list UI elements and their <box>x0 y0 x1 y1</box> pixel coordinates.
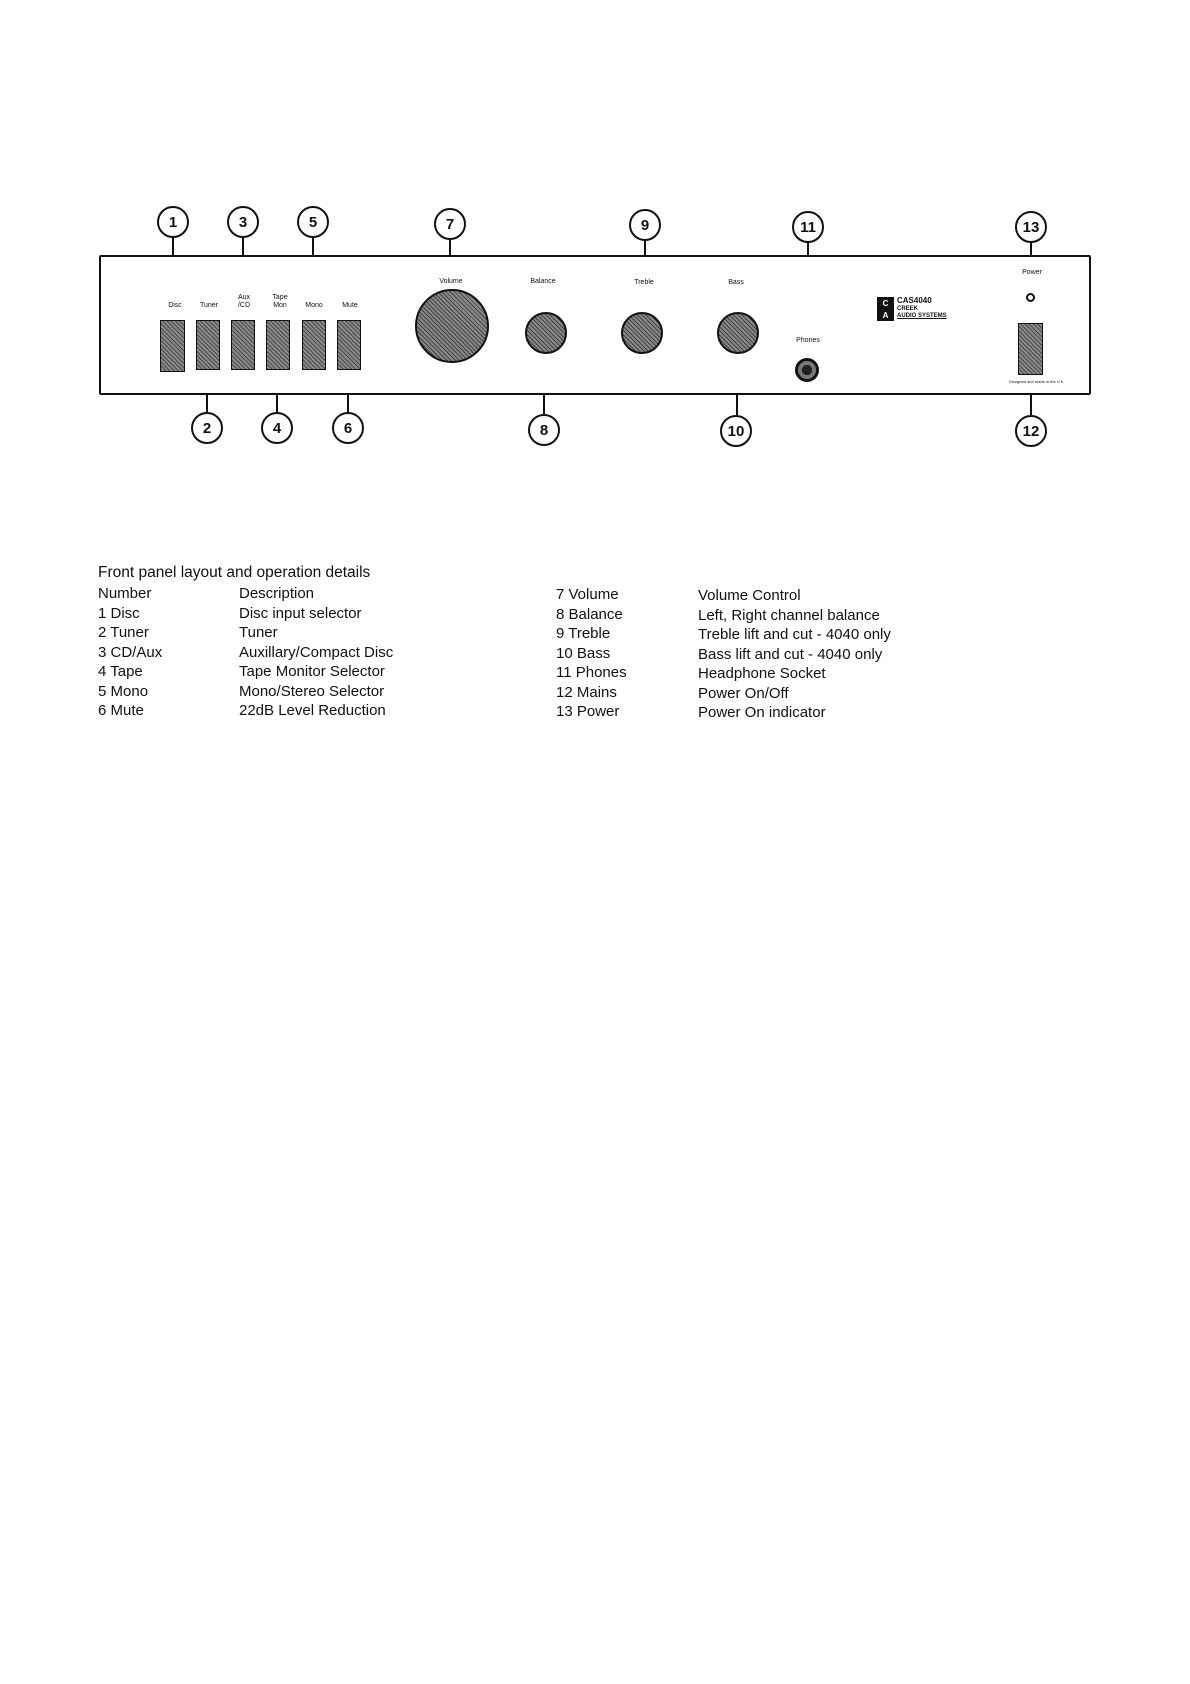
power-switch[interactable] <box>1018 323 1043 375</box>
label-volume: Volume <box>439 278 463 285</box>
right-row-description: Power On/Off <box>698 684 789 702</box>
header-number: Number <box>98 585 152 602</box>
callout-12: 12 <box>1015 415 1047 447</box>
right-row-description: Bass lift and cut - 4040 only <box>698 645 883 663</box>
logo-letter-a: A <box>877 309 894 321</box>
callout-8: 8 <box>528 414 560 446</box>
volume-knob[interactable] <box>415 289 489 363</box>
callout-2: 2 <box>191 412 223 444</box>
right-row-number: 8 Balance <box>556 605 623 623</box>
callout-7: 7 <box>434 208 466 240</box>
tuner-button[interactable] <box>196 320 220 370</box>
right-row-number: 10 Bass <box>556 644 611 662</box>
right-number-column <box>556 585 627 722</box>
logo-model: CAS4040 <box>897 296 932 305</box>
label-balance: Balance <box>530 278 556 285</box>
right-row-description: Power On indicator <box>698 704 826 721</box>
tape-monitor-button[interactable] <box>266 320 290 370</box>
callout-6: 6 <box>332 412 364 444</box>
details-title: Front panel layout and operation details <box>98 564 371 581</box>
logo-brand-line2: AUDIO SYSTEMS <box>897 313 947 319</box>
left-row-description: Tuner <box>239 624 278 641</box>
left-row-number: 5 Mono <box>98 682 149 700</box>
callout-10: 10 <box>720 415 752 447</box>
mute-button[interactable] <box>337 320 361 370</box>
callout-9: 9 <box>629 209 661 241</box>
bass-knob[interactable] <box>717 312 759 354</box>
right-row-description: Treble lift and cut - 4040 only <box>698 626 891 643</box>
made-in-uk-text: Designed and made in the U.K. <box>1009 379 1065 384</box>
left-row-number: 3 CD/Aux <box>98 643 163 661</box>
right-row-number: 7 Volume <box>556 586 619 603</box>
right-row-number: 9 Treble <box>556 625 611 642</box>
left-row-number: 6 Mute <box>98 702 144 719</box>
headphone-socket[interactable] <box>795 358 819 382</box>
callout-4: 4 <box>261 412 293 444</box>
left-description-column <box>239 584 393 721</box>
right-description-column <box>698 586 891 723</box>
left-row-number: 1 Disc <box>98 604 140 622</box>
right-row-number: 12 Mains <box>556 683 617 701</box>
left-number-column <box>98 584 162 721</box>
left-row-description: 22dB Level Reduction <box>239 702 386 719</box>
callout-11: 11 <box>792 211 824 243</box>
mono-button[interactable] <box>302 320 326 370</box>
label-tape-mon: Tape Mon <box>272 294 288 309</box>
disc-button[interactable] <box>160 320 185 372</box>
callout-13: 13 <box>1015 211 1047 243</box>
header-description: Description <box>239 585 315 602</box>
balance-knob[interactable] <box>525 312 567 354</box>
amplifier-front-panel <box>99 255 1091 395</box>
left-row-description: Disc input selector <box>239 604 362 622</box>
right-row-description: Left, Right channel balance <box>698 606 880 624</box>
label-power: Power <box>1022 269 1042 276</box>
label-phones: Phones <box>796 337 820 344</box>
label-aux-cd: Aux /CD <box>237 294 251 309</box>
left-row-description: Mono/Stereo Selector <box>239 682 385 700</box>
right-row-description: Volume Control <box>698 587 801 604</box>
treble-knob[interactable] <box>621 312 663 354</box>
label-tuner: Tuner <box>199 302 219 309</box>
left-row-description: Tape Monitor Selector <box>239 663 385 680</box>
logo-letter-c: C <box>877 297 894 309</box>
left-row-number: 2 Tuner <box>98 624 149 641</box>
right-row-number: 13 Power <box>556 703 620 720</box>
logo-brand-line1: CREEK <box>897 306 919 312</box>
label-mono: Mono <box>305 302 323 309</box>
callout-1: 1 <box>157 206 189 238</box>
left-row-number: 4 Tape <box>98 663 143 680</box>
label-disc: Disc <box>168 302 182 309</box>
aux-cd-button[interactable] <box>231 320 255 370</box>
left-row-description: Auxillary/Compact Disc <box>239 643 394 661</box>
right-row-number: 11 Phones <box>556 664 627 681</box>
label-bass: Bass <box>728 279 744 286</box>
label-mute: Mute <box>342 302 358 309</box>
callout-5: 5 <box>297 206 329 238</box>
power-indicator-led <box>1026 293 1035 302</box>
callout-3: 3 <box>227 206 259 238</box>
right-row-description: Headphone Socket <box>698 665 826 682</box>
label-treble: Treble <box>634 279 654 286</box>
